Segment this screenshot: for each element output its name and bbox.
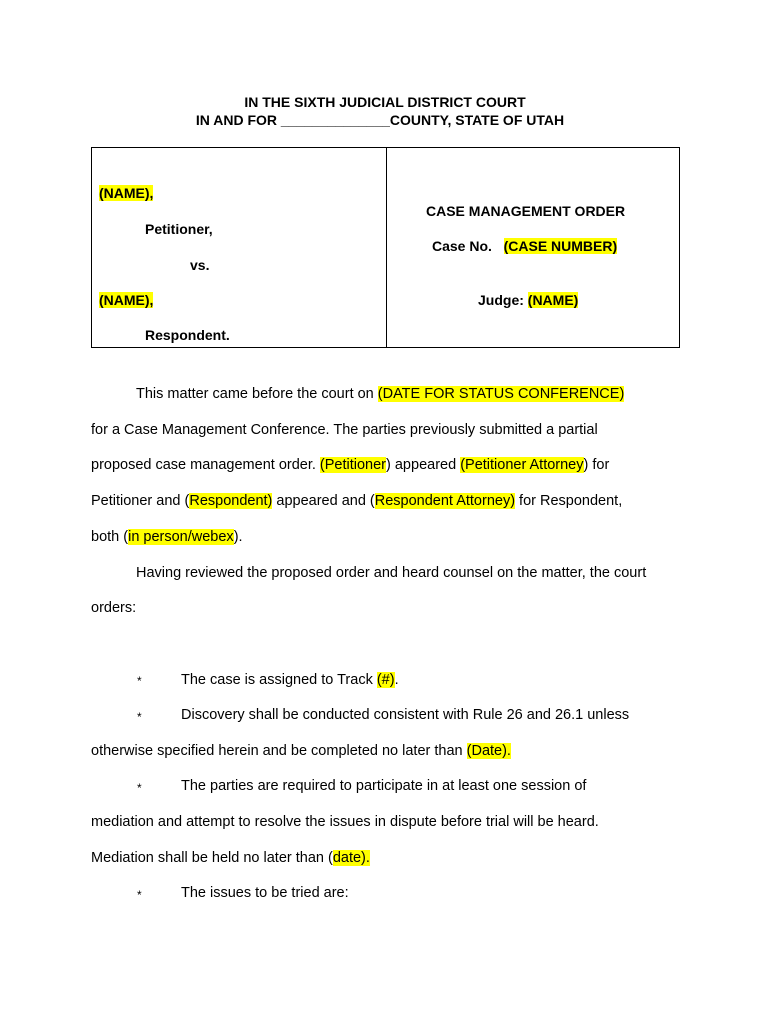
bullet-marker: * (137, 674, 142, 688)
case-number-line: Case No. (CASE NUMBER) (432, 238, 618, 254)
paragraph-1-line-3: proposed case management order. (Petitioner) appeared (Petitioner Attorney) for (91, 457, 610, 473)
court-title: IN THE SIXTH JUDICIAL DISTRICT COURT (244, 94, 526, 110)
bullet-marker: * (137, 710, 142, 724)
order-item-mediation-line-1: The parties are required to participate in at least one session of (181, 778, 587, 794)
bullet-marker: * (137, 781, 142, 795)
order-item-issues: The issues to be tried are: (181, 885, 349, 901)
versus-label: vs. (190, 257, 210, 273)
caption-divider (386, 148, 387, 347)
paragraph-1-line-4: Petitioner and (Respondent) appeared and (Respondent Attorney) for Respondent, (91, 493, 623, 509)
paragraph-1-line-1: This matter came before the court on (DATE FOR STATUS CONFERENCE) (136, 386, 625, 402)
respondent-role: Respondent. (145, 327, 230, 343)
bullet-marker: * (137, 888, 142, 902)
judge-name-value: (NAME) (527, 292, 579, 308)
respondent-name: (NAME), (99, 292, 154, 308)
order-item-discovery-line-2: otherwise specified herein and be completed no later than (Date). (91, 743, 511, 759)
judge-line: Judge: (NAME) (478, 292, 579, 308)
order-item-mediation-line-2: mediation and attempt to resolve the issues in dispute before trial will be heard. (91, 814, 599, 830)
petitioner-role: Petitioner, (145, 221, 213, 237)
case-number-value: (CASE NUMBER) (503, 238, 618, 254)
court-county-line: IN AND FOR ______________COUNTY, STATE OF UTAH (195, 112, 565, 128)
order-title: CASE MANAGEMENT ORDER (426, 203, 626, 219)
petitioner-name: (NAME), (99, 185, 154, 201)
order-item-track: The case is assigned to Track (#). (181, 672, 399, 688)
paragraph-1-line-2: for a Case Management Conference. The parties previously submitted a partial (91, 422, 598, 438)
order-item-discovery-line-1: Discovery shall be conducted consistent with Rule 26 and 26.1 unless (181, 707, 630, 723)
paragraph-2-line-2: orders: (91, 600, 137, 616)
paragraph-1-line-5: both (in person/webex). (91, 529, 243, 545)
order-item-mediation-line-3: Mediation shall be held no later than (date). (91, 850, 370, 866)
paragraph-2-line-1: Having reviewed the proposed order and heard counsel on the matter, the court (136, 565, 647, 581)
